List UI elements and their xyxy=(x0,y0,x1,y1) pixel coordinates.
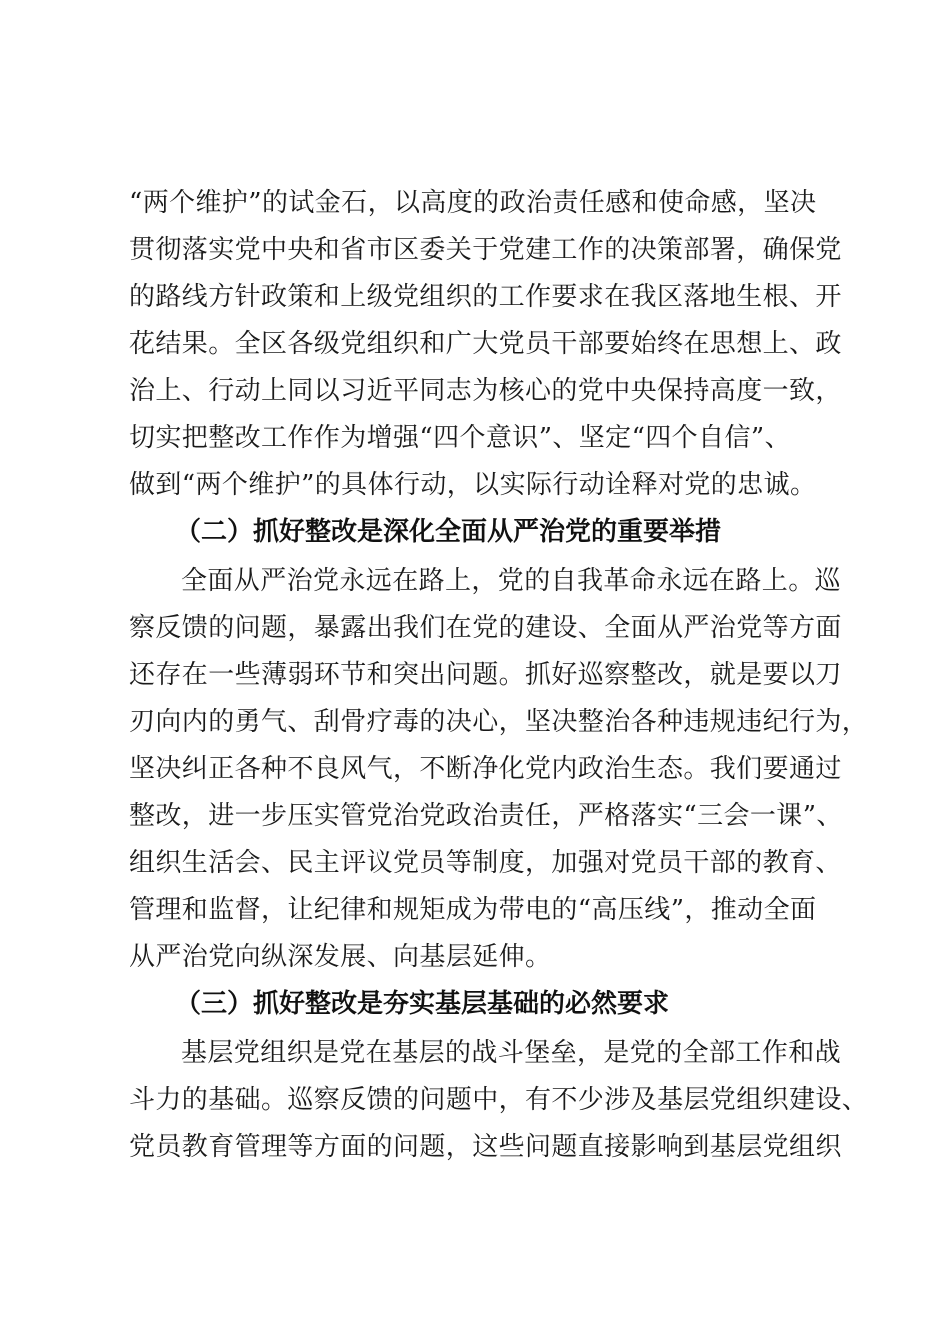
text-line: 花结果。全区各级党组织和广大党员干部要始终在思想上、政 xyxy=(129,329,842,359)
text-line: 整改，进一步压实管党治党政治责任，严格落实“三会一课”、 xyxy=(129,801,843,831)
text-line: 从严治党向纵深发展、向基层延伸。 xyxy=(129,942,552,972)
text-line: 切实把整改工作作为增强“四个意识”、坚定“四个自信”、 xyxy=(129,423,791,453)
section-heading: （三）抓好整改是夯实基层基础的必然要求 xyxy=(175,989,670,1019)
text-line: 斗力的基础。巡察反馈的问题中，有不少涉及基层党组织建设、 xyxy=(129,1085,869,1115)
text-line: 察反馈的问题，暴露出我们在党的建设、全面从严治党等方面 xyxy=(129,613,842,643)
text-line: 全面从严治党永远在路上，党的自我革命永远在路上。巡 xyxy=(181,566,842,596)
text-line: 贯彻落实党中央和省市区委关于党建工作的决策部署，确保党 xyxy=(129,235,842,265)
text-line: 管理和监督，让纪律和规矩成为带电的“高压线”，推动全面 xyxy=(129,895,817,925)
section-heading: （二）抓好整改是深化全面从严治党的重要举措 xyxy=(175,517,722,547)
text-line: 刃向内的勇气、刮骨疗毒的决心，坚决整治各种违规违纪行为， xyxy=(129,707,869,737)
text-line: 坚决纠正各种不良风气，不断净化党内政治生态。我们要通过 xyxy=(129,754,842,784)
text-line: 治上、行动上同以习近平同志为核心的党中央保持高度一致， xyxy=(129,376,842,406)
text-line: 党员教育管理等方面的问题，这些问题直接影响到基层党组织 xyxy=(129,1132,842,1162)
text-line: 基层党组织是党在基层的战斗堡垒，是党的全部工作和战 xyxy=(181,1038,842,1068)
text-line: 还存在一些薄弱环节和突出问题。抓好巡察整改，就是要以刀 xyxy=(129,660,842,690)
text-line: 做到“两个维护”的具体行动，以实际行动诠释对党的忠诚。 xyxy=(129,470,817,500)
text-line: 的路线方针政策和上级党组织的工作要求在我区落地生根、开 xyxy=(129,282,842,312)
text-line: “两个维护”的试金石，以高度的政治责任感和使命感，坚决 xyxy=(129,188,817,218)
text-line: 组织生活会、民主评议党员等制度，加强对党员干部的教育、 xyxy=(129,848,842,878)
